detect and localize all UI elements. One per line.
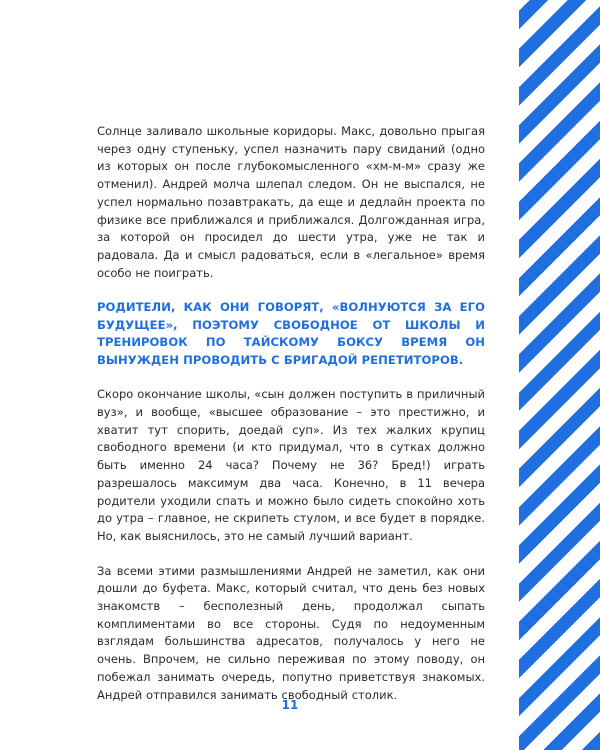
paragraph-2: Скоро окончание школы, «сын должен поступить в приличный вуз», и вообще, «высшее образование – это престижно, и хватит тут спорить, доедай суп». Из тех жалких крупиц свободного времени (и кто придумал, что в сутках должно быть именно 24 часа? Почему не 36? Бред!) играть разрешалось максимум два часа. Конечно, в 11 вечера родители уходили спать и можно было сидеть спокойно хоть до утра – главное, не скрипеть стулом, и все будет в порядке. Но, как выяснилось, это не самый лучший вариант. — [97, 387, 485, 543]
paragraph-3: За всеми этими размышлениями Андрей не заметил, как они дошли до буфета. Макс, который считал, что день без новых знакомств – бесполезный день, продолжал сыпать комплиментами во все стороны. Судя по недоуменным взглядам большинства адресатов, получалось у него не очень. Впрочем, не сильно переживая по этому поводу, он побежал занимать очередь, попутно приветствуя знакомых. Андрей отправился занимать свободный столик. — [97, 563, 485, 702]
pull-quote: РОДИТЕЛИ, КАК ОНИ ГОВОРЯТ, «ВОЛНУЮТСЯ ЗА ЕГО БУДУЩЕЕ», ПОЭТОМУ СВОБОДНОЕ ОТ ШКОЛЫ И ТРЕНИРОВОК ПО ТАЙСКОМУ БОКСУ ВРЕМЯ ОН ВЫНУЖДЕН ПРОВОДИТЬ С БРИГАДОЙ РЕПЕТИТОРОВ. — [97, 300, 485, 367]
page-body — [97, 123, 485, 704]
decorative-diagonal-stripes — [519, 0, 600, 750]
paragraph-1: Солнце заливало школьные коридоры. Макс, довольно прыгая через одну ступеньку, успел назначить пару свиданий (одно из которых он после глубокомысленного «хм-м-м» сразу же отменил). Андрей молча шлепал следом. Он не выспался, не успел нормально позавтракать, да еще и дедлайн проекта по физике все приближался и приближался. Долгожданная игра, за которой он просидел до шести утра, уже не так и радовала. Да и смысл радоваться, если в «легальное» время особо не поиграть. — [97, 124, 485, 280]
page-number: 11 — [281, 698, 299, 712]
